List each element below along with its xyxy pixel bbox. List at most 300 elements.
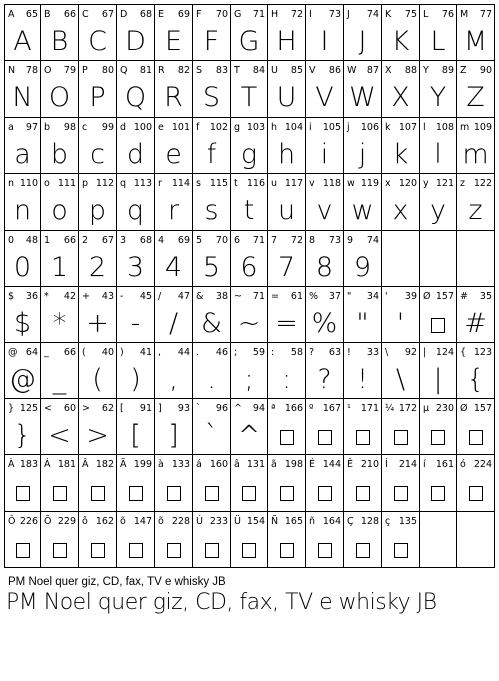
glyph-cell [4,61,41,118]
glyph-label-char: õ [158,516,164,527]
missing-glyph-box-icon [231,532,267,566]
glyph-label-char: ~ [234,291,242,302]
missing-glyph-box-icon [155,532,192,566]
notdef-box-icon [280,430,294,445]
glyph-label-char: Õ [44,516,52,527]
notdef-box-icon [53,543,67,558]
glyph-label-char: c [82,122,88,133]
glyph-sample: < [48,420,71,451]
notdef-box-icon [356,543,370,558]
glyph-label-char: < [44,403,52,414]
notdef-box-icon [394,543,408,558]
glyph-code: 65 [25,9,38,20]
glyph-label-char: s [196,178,201,189]
glyph-label-char: f [196,122,200,133]
glyph-code: 103 [246,122,265,133]
glyph-sample: F [203,26,220,57]
glyph-cell [231,118,268,174]
glyph-sample: c [90,139,105,170]
glyph-label-char: V [309,65,316,76]
glyph-label-char: x [385,178,391,189]
glyph-label-char: / [158,291,162,302]
glyph-cell [306,455,344,512]
glyph-label-char: Z [460,65,467,76]
glyph-label-char: A [8,9,15,20]
glyph-code: 35 [479,291,492,302]
glyph-sample: n [13,195,32,226]
glyph-cell [420,512,457,568]
glyph-cell [420,118,457,174]
glyph-cell [420,455,457,512]
glyph-cell [382,231,420,287]
glyph-sample: [ [130,420,141,451]
glyph-code: 131 [246,459,265,470]
glyph-code: 122 [473,178,492,189]
glyph-sample: r [167,195,180,226]
glyph-cell [231,512,268,568]
glyph-code: 66 [63,9,76,20]
glyph-cell [193,61,231,118]
missing-glyph-box-icon [420,475,456,509]
glyph-code: 118 [322,178,341,189]
glyph-label-char: 7 [271,235,278,246]
glyph-sample: j [358,139,367,170]
glyph-label-char: B [44,9,51,20]
glyph-code: 63 [328,347,341,358]
glyph-code: 81 [139,65,152,76]
glyph-cell [41,4,79,61]
glyph-label-char: ¼ [385,403,395,414]
glyph-code: 229 [57,516,76,527]
glyph-code: 46 [215,347,228,358]
glyph-cell [268,61,306,118]
glyph-code: 66 [63,235,76,246]
glyph-code: 233 [209,516,228,527]
glyph-code: 107 [398,122,417,133]
glyph-sample: L [430,26,446,57]
missing-glyph-box-icon [457,419,494,453]
missing-glyph-box-icon [79,532,116,566]
glyph-cell [457,61,495,118]
glyph-label-char: g [234,122,241,133]
glyph-cell [4,118,41,174]
glyph-cell [382,4,420,61]
glyph-code: 116 [246,178,265,189]
glyph-sample: ^ [237,420,261,451]
glyph-label-char: p [82,178,89,189]
glyph-cell [306,118,344,174]
glyph-cell [344,4,382,61]
glyph-code: 94 [252,403,265,414]
glyph-code: 58 [290,347,303,358]
notdef-box-icon [469,486,483,501]
glyph-cell [420,399,457,455]
glyph-cell [344,512,382,568]
glyph-cell [41,61,79,118]
glyph-code: 71 [252,235,265,246]
missing-glyph-box-icon [457,475,494,509]
glyph-label-char: 0 [8,235,15,246]
glyph-code: 62 [101,403,114,414]
glyph-label-char: 4 [158,235,165,246]
glyph-cell [193,118,231,174]
character-map-grid [4,4,495,568]
glyph-sample: 4 [164,252,183,283]
glyph-code: 69 [177,235,190,246]
glyph-label-char: Ñ [271,516,279,527]
glyph-code: 64 [25,347,38,358]
glyph-cell [193,287,231,343]
glyph-code: 198 [284,459,303,470]
glyph-label-char: Í [385,459,388,470]
glyph-cell [344,231,382,287]
missing-glyph-box-icon [155,475,192,509]
glyph-cell [79,399,117,455]
glyph-code: 125 [19,403,38,414]
glyph-code: 135 [398,516,417,527]
glyph-sample: H [276,26,297,57]
notdef-box-icon [53,486,67,501]
glyph-label-char: J [347,9,350,20]
glyph-cell [4,399,41,455]
glyph-label-char: & [196,291,204,302]
missing-glyph-box-icon [79,475,116,509]
glyph-sample: / [168,308,179,339]
glyph-code: 183 [19,459,38,470]
missing-glyph-box-icon [117,532,154,566]
glyph-code: 80 [101,65,114,76]
glyph-label-char: I [309,9,312,20]
glyph-code: 85 [290,65,303,76]
missing-glyph-box-icon [382,532,419,566]
glyph-label-char: D [120,9,128,20]
glyph-sample: + [86,308,109,339]
notdef-box-icon [318,543,332,558]
glyph-code: 98 [63,122,76,133]
missing-glyph-box-icon [268,419,305,453]
glyph-cell [382,174,420,231]
glyph-code: 133 [171,459,190,470]
glyph-code: 36 [25,291,38,302]
glyph-sample: C [88,26,107,57]
glyph-cell [420,61,457,118]
glyph-cell [231,174,268,231]
glyph-code: 88 [404,65,417,76]
glyph-label-char: d [120,122,127,133]
glyph-code: 120 [398,178,417,189]
glyph-sample: ~ [237,308,261,339]
missing-glyph-box-icon [41,532,78,566]
glyph-code: 214 [398,459,417,470]
glyph-cell [457,118,495,174]
glyph-code: 106 [360,122,379,133]
glyph-label-char: õ [120,516,126,527]
glyph-cell [117,287,155,343]
glyph-code: 181 [57,459,76,470]
glyph-sample: ( [92,364,103,395]
glyph-sample: u [277,195,296,226]
glyph-code: 101 [171,122,190,133]
missing-glyph-box-icon [193,532,230,566]
glyph-code: 68 [139,235,152,246]
glyph-code: 72 [290,235,303,246]
glyph-cell [193,455,231,512]
glyph-label-char: ª [271,403,276,414]
glyph-code: 75 [404,9,417,20]
glyph-label-char: y [423,178,429,189]
glyph-cell [306,512,344,568]
glyph-sample: v [316,195,333,226]
glyph-code: 68 [139,9,152,20]
glyph-code: 157 [435,291,454,302]
glyph-code: 119 [360,178,379,189]
glyph-label-char: z [460,178,465,189]
glyph-code: 102 [209,122,228,133]
glyph-cell [306,231,344,287]
glyph-sample: t [243,195,255,226]
glyph-label-char: Y [423,65,429,76]
glyph-label-char: Ô [8,516,16,527]
glyph-label-char: O [44,65,52,76]
glyph-label-char: $ [8,291,15,302]
glyph-code: 83 [215,65,228,76]
glyph-cell [306,399,344,455]
glyph-label-char: N [8,65,16,76]
glyph-label-char: H [271,9,279,20]
glyph-cell [268,455,306,512]
missing-glyph-box-icon [5,475,40,509]
glyph-cell [268,343,306,399]
glyph-label-char: 5 [196,235,203,246]
glyph-cell [193,174,231,231]
notdef-box-icon [16,543,30,558]
glyph-cell [231,399,268,455]
glyph-code: 99 [101,122,114,133]
glyph-cell [344,174,382,231]
glyph-label-char: i [309,122,312,133]
glyph-cell [344,61,382,118]
glyph-label-char: ç [385,516,391,527]
glyph-code: 104 [284,122,303,133]
glyph-code: 117 [284,178,303,189]
notdef-box-icon [394,430,408,445]
glyph-sample: } [13,420,32,451]
glyph-label-char: m [460,122,470,133]
glyph-label-char: 6 [234,235,241,246]
glyph-label-char: @ [8,347,18,358]
glyph-code: 74 [366,9,379,20]
glyph-sample: 8 [315,252,334,283]
missing-glyph-box-icon [117,475,154,509]
glyph-sample: g [240,139,258,170]
glyph-sample: * [52,308,67,339]
glyph-code: 121 [435,178,454,189]
glyph-code: 59 [252,347,265,358]
glyph-code: 67 [101,235,114,246]
glyph-label-char: + [82,291,90,302]
glyph-cell [382,287,420,343]
glyph-cell [4,231,41,287]
glyph-cell [155,174,193,231]
glyph-code: 67 [101,9,114,20]
glyph-label-char: > [82,403,90,414]
glyph-code: 165 [284,516,303,527]
missing-glyph-box-icon [306,419,343,453]
glyph-sample: R [164,82,183,113]
glyph-label-char: ` [196,403,201,414]
glyph-label-char: [ [120,403,124,414]
glyph-code: 39 [404,291,417,302]
glyph-sample: q [126,195,145,226]
missing-glyph-box-icon [344,475,381,509]
glyph-cell [306,343,344,399]
glyph-cell [268,231,306,287]
notdef-box-icon [356,486,370,501]
glyph-sample: ' [396,308,405,339]
glyph-sample: ) [130,364,141,395]
missing-glyph-box-icon [41,475,78,509]
glyph-label-char: ? [309,347,315,358]
glyph-code: 210 [360,459,379,470]
glyph-code: 123 [473,347,492,358]
glyph-sample: E [164,26,183,57]
notdef-box-icon [91,543,105,558]
glyph-sample: @ [9,364,36,395]
glyph-sample: 6 [240,252,258,283]
glyph-label-char: = [271,291,279,302]
notdef-box-icon [318,486,332,501]
glyph-label-char: a [8,122,14,133]
glyph-sample: 7 [277,252,296,283]
glyph-cell [420,4,457,61]
glyph-cell [41,118,79,174]
glyph-cell [117,118,155,174]
glyph-code: 157 [473,403,492,414]
glyph-label-char: t [234,178,238,189]
glyph-code: 34 [366,291,379,302]
glyph-cell [117,231,155,287]
glyph-cell [231,287,268,343]
glyph-code: 164 [322,516,341,527]
glyph-code: 115 [209,178,228,189]
glyph-sample: % [311,308,338,339]
glyph-code: 100 [133,122,152,133]
missing-glyph-box-icon [193,475,230,509]
glyph-label-char: ¹ [347,403,351,414]
notdef-box-icon [129,543,143,558]
glyph-cell [457,4,495,61]
notdef-box-icon [16,486,30,501]
glyph-code: 37 [328,291,341,302]
glyph-sample: M [463,26,488,57]
glyph-label-char: L [423,9,429,20]
missing-glyph-box-icon [306,475,343,509]
glyph-code: 38 [215,291,228,302]
notdef-box-icon [318,430,332,445]
glyph-sample: B [50,26,69,57]
notdef-box-icon [129,486,143,501]
glyph-code: 42 [63,291,76,302]
glyph-code: 78 [25,65,38,76]
glyph-label-char: á [196,459,202,470]
glyph-code: 73 [328,9,341,20]
glyph-sample: p [88,195,107,226]
notdef-box-icon [205,486,219,501]
glyph-cell [457,399,495,455]
glyph-sample: V [315,82,334,113]
glyph-code: 69 [177,9,190,20]
glyph-label-char: M [460,9,469,20]
glyph-sample: 1 [50,252,69,283]
glyph-code: 154 [246,516,265,527]
glyph-sample: ; [244,364,254,395]
glyph-sample: X [391,82,410,113]
notdef-box-icon [431,318,445,333]
glyph-cell [268,174,306,231]
glyph-label-char: 9 [347,235,354,246]
glyph-code: 171 [360,403,379,414]
glyph-label-char: U [271,65,278,76]
glyph-label-char: o [44,178,50,189]
glyph-cell [231,231,268,287]
glyph-cell [193,399,231,455]
glyph-cell [155,231,193,287]
glyph-sample: 3 [126,252,145,283]
glyph-cell [4,343,41,399]
glyph-cell [79,231,117,287]
glyph-code: 76 [441,9,454,20]
glyph-cell [41,231,79,287]
glyph-sample: & [200,308,223,339]
glyph-code: 40 [101,347,114,358]
glyph-code: 167 [322,403,341,414]
glyph-label-char: b [44,122,51,133]
notdef-box-icon [356,430,370,445]
glyph-cell [79,512,117,568]
glyph-label-char: ó [460,459,466,470]
glyph-cell [117,61,155,118]
glyph-code: 111 [57,178,76,189]
glyph-sample: s [204,195,219,226]
glyph-label-char: \ [385,347,389,358]
glyph-sample: b [50,139,69,170]
missing-glyph-box-icon [5,532,40,566]
glyph-cell [79,287,117,343]
notdef-box-icon [469,430,483,445]
glyph-cell [344,455,382,512]
glyph-sample: P [89,82,106,113]
glyph-sample: W [349,82,376,113]
glyph-sample: K [391,26,410,57]
glyph-code: 128 [360,516,379,527]
glyph-cell [79,61,117,118]
glyph-cell [306,4,344,61]
glyph-cell [268,512,306,568]
glyph-label-char: Ã [120,459,127,470]
glyph-code: 161 [435,459,454,470]
glyph-code: 199 [133,459,152,470]
glyph-label-char: # [460,291,468,302]
glyph-code: 110 [19,178,38,189]
glyph-cell [155,343,193,399]
glyph-cell [79,4,117,61]
notdef-box-icon [205,543,219,558]
glyph-cell [231,455,268,512]
glyph-label-char: ) [120,347,124,358]
glyph-code: 93 [177,403,190,414]
glyph-cell [79,118,117,174]
glyph-cell [382,455,420,512]
